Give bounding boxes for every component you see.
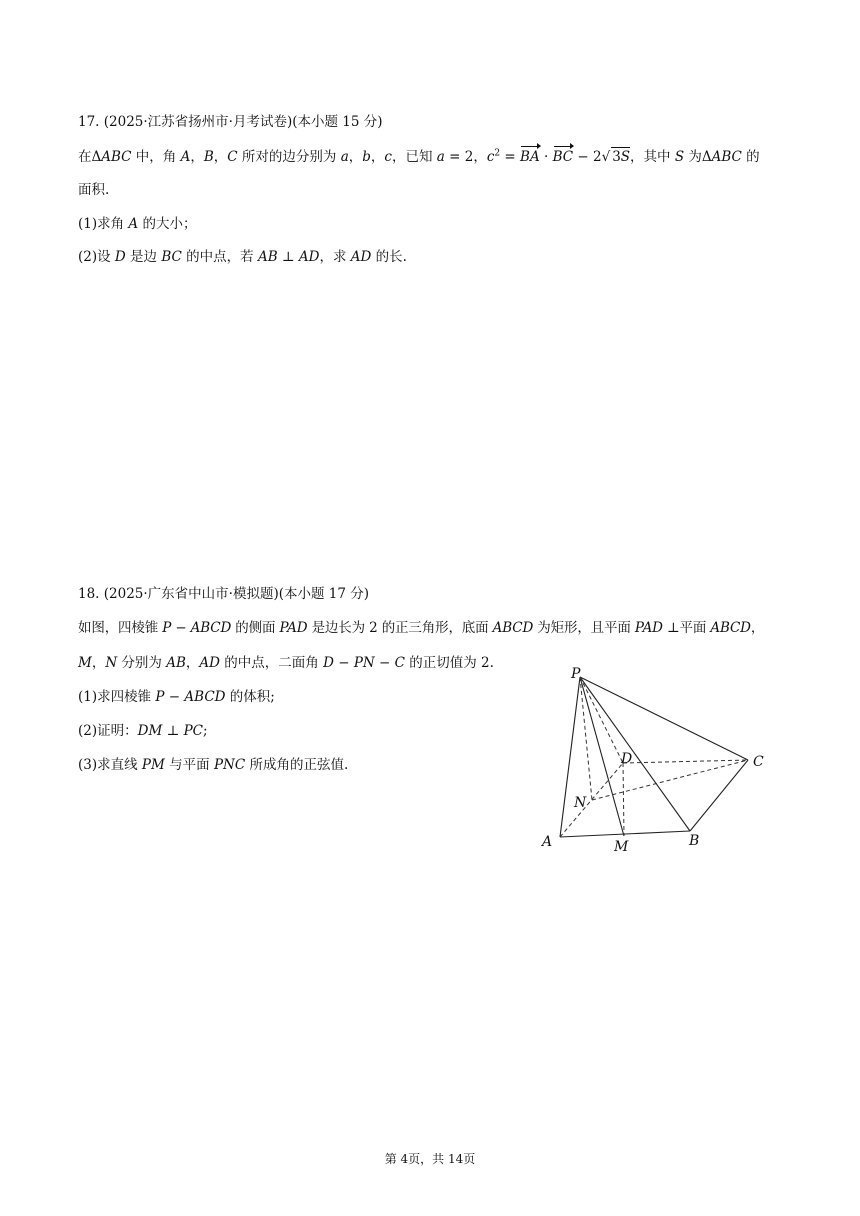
q18-part-2: (2)证明：DM ⊥ PC;	[78, 723, 208, 739]
q17-part-1: (1)求角 A 的大小；	[78, 216, 197, 232]
q18-part-1: (1)求四棱锥 P − ABCD 的体积;	[78, 689, 275, 705]
edge-PB	[580, 677, 690, 831]
q18-stem-line-1: 如图，四棱锥 P − ABCD 的侧面 PAD 是边长为 2 的正三角形，底面 ABCD 为矩形，且平面 PAD ⊥平面 ABCD，	[78, 620, 765, 636]
edge-PA	[560, 677, 580, 837]
edge-PM	[580, 677, 624, 836]
q18-header: 18. (2025·广东省中山市·模拟题)(本小题 17 分)	[78, 586, 370, 602]
edge-PN	[580, 677, 592, 800]
edge-PD	[580, 677, 623, 763]
label-D: D	[621, 751, 633, 767]
pyramid-figure	[535, 665, 770, 855]
label-P: P	[571, 666, 581, 682]
edge-DM	[623, 763, 624, 836]
q18-stem-line-2: M，N 分别为 AB，AD 的中点，二面角 D − PN − C 的正切值为 2.	[78, 655, 494, 671]
label-M: M	[614, 839, 629, 855]
q18-part-3: (3)求直线 PM 与平面 PNC 所成角的正弦值.	[78, 757, 349, 773]
q17-stem-line-2: 面积.	[78, 182, 110, 198]
label-B: B	[689, 833, 700, 849]
edge-BC	[690, 760, 748, 831]
edge-NC	[592, 760, 748, 800]
q17-part-2: (2)设 D 是边 BC 的中点，若 AB ⊥ AD，求 AD 的长.	[78, 249, 407, 265]
edge-PC	[580, 677, 748, 760]
q17-stem-line-1: 在ΔABC 中，角 A，B，C 所对的边分别为 a，b，c，已知 a = 2，$c^2$ = BA · BC − 2√ 3S，其中 S 为ΔABC 的	[78, 148, 760, 165]
label-C: C	[753, 754, 764, 770]
page-footer: 第 4页，共 14页	[384, 1152, 476, 1166]
q17-header: 17. (2025·江苏省扬州市·月考试卷)(本小题 15 分)	[78, 114, 383, 130]
label-A: A	[542, 834, 553, 850]
edge-AB	[560, 831, 690, 837]
label-N: N	[574, 795, 587, 811]
